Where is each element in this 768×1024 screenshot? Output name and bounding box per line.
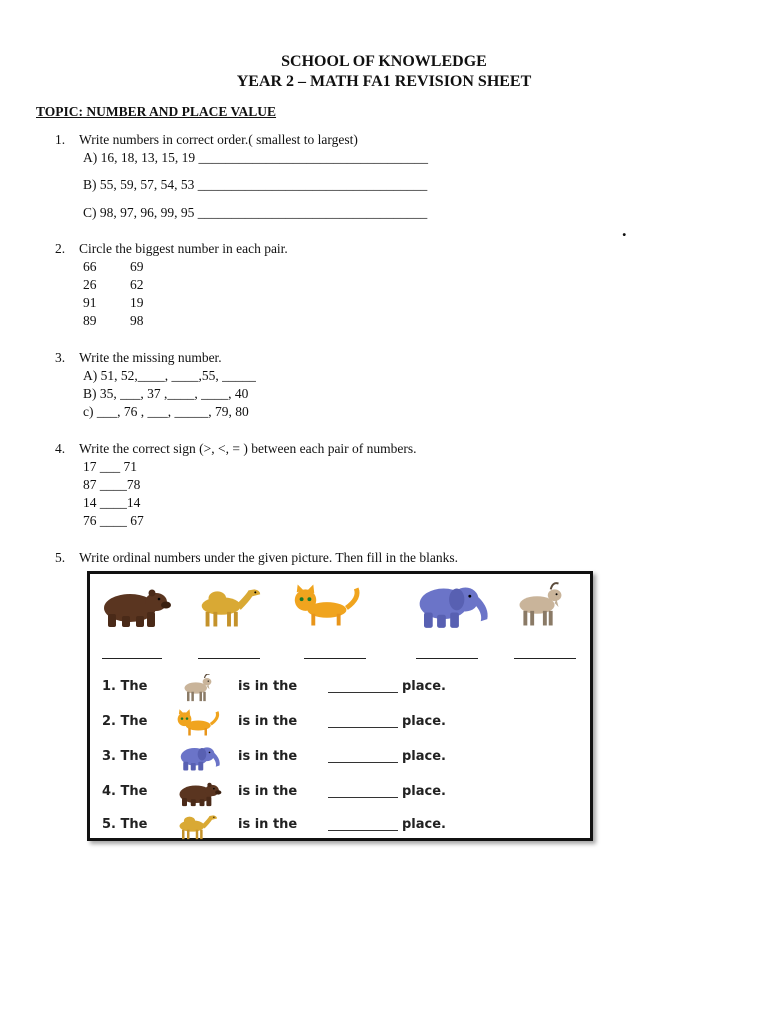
pair-second: 69 xyxy=(130,259,144,274)
sequence-line: A) 51, 52,____, ____,55, _____ xyxy=(83,368,256,383)
question-number: 2. xyxy=(55,241,66,256)
number-pair xyxy=(83,313,144,329)
row-lead: 1. The xyxy=(102,679,148,694)
answer-blank xyxy=(328,797,398,798)
elephant-icon xyxy=(402,582,494,630)
row-end: place. xyxy=(402,749,446,764)
question-number: 1. xyxy=(55,132,66,147)
answer-line: B) 55, 59, 57, 54, 53 __________________________________ xyxy=(83,177,428,192)
row-mid: is in the xyxy=(238,784,298,799)
row-end: place. xyxy=(402,784,446,799)
question-number: 4. xyxy=(55,441,66,456)
answer-blank xyxy=(328,762,398,763)
row-end: place. xyxy=(402,817,446,832)
fill-row xyxy=(102,779,582,805)
goat-icon xyxy=(500,582,578,628)
cat-icon xyxy=(286,584,364,628)
cat-icon xyxy=(172,709,222,737)
row-lead: 4. The xyxy=(102,784,148,799)
answer-blank xyxy=(328,692,398,693)
row-end: place. xyxy=(402,714,446,729)
goat-icon xyxy=(172,674,222,702)
row-lead: 3. The xyxy=(102,749,148,764)
fill-row xyxy=(102,709,582,735)
ordinal-blank xyxy=(198,658,260,659)
number-pair xyxy=(83,277,144,293)
pair-first: 26 xyxy=(83,277,97,292)
elephant-icon xyxy=(172,744,222,772)
topic-heading: TOPIC: NUMBER AND PLACE VALUE xyxy=(36,104,277,119)
question-number: 5. xyxy=(55,550,66,565)
question-text: Write numbers in correct order.( smallest to largest) xyxy=(79,132,358,147)
ordinal-blank xyxy=(304,658,366,659)
pair-second: 19 xyxy=(130,295,144,310)
row-lead: 2. The xyxy=(102,714,148,729)
bear-icon xyxy=(172,779,222,807)
question-text: Write the missing number. xyxy=(79,350,222,365)
question-number: 3. xyxy=(55,350,66,365)
stray-dot: . xyxy=(622,220,627,240)
school-title: SCHOOL OF KNOWLEDGE xyxy=(281,53,487,70)
question-text: Write the correct sign (>, <, = ) between each pair of numbers. xyxy=(79,441,417,456)
pair-first: 89 xyxy=(83,313,97,328)
row-lead: 5. The xyxy=(102,817,148,832)
row-mid: is in the xyxy=(238,679,298,694)
compare-line: 14 ____14 xyxy=(83,495,141,510)
number-pair xyxy=(83,259,144,275)
number-pair xyxy=(83,295,144,311)
fill-row xyxy=(102,812,582,838)
sheet-title: YEAR 2 – MATH FA1 REVISION SHEET xyxy=(236,73,532,90)
fill-row xyxy=(102,674,582,700)
answer-blank xyxy=(328,830,398,831)
question-text: Write ordinal numbers under the given picture. Then fill in the blanks. xyxy=(79,550,458,565)
row-mid: is in the xyxy=(238,714,298,729)
row-mid: is in the xyxy=(238,749,298,764)
pair-first: 91 xyxy=(83,295,97,310)
row-end: place. xyxy=(402,679,446,694)
compare-line: 76 ____ 67 xyxy=(83,513,144,528)
sequence-line: c) ___, 76 , ___, _____, 79, 80 xyxy=(83,404,249,419)
sequence-line: B) 35, ___, 37 ,____, ____, 40 xyxy=(83,386,249,401)
question-text: Circle the biggest number in each pair. xyxy=(79,241,288,256)
compare-line: 17 ___ 71 xyxy=(83,459,137,474)
fill-row xyxy=(102,744,582,770)
pair-second: 98 xyxy=(130,313,144,328)
camel-icon xyxy=(172,812,222,840)
animal-worksheet-panel xyxy=(87,571,593,841)
row-mid: is in the xyxy=(238,817,298,832)
answer-blank xyxy=(328,727,398,728)
ordinal-blank xyxy=(416,658,478,659)
answer-line: A) 16, 18, 13, 15, 19 __________________________________ xyxy=(83,150,428,165)
ordinal-blank xyxy=(514,658,576,659)
pair-first: 66 xyxy=(83,259,97,274)
compare-line: 87 ____78 xyxy=(83,477,141,492)
ordinal-blank xyxy=(102,658,162,659)
bear-icon xyxy=(92,584,172,628)
pair-second: 62 xyxy=(130,277,144,292)
camel-icon xyxy=(190,584,268,628)
answer-line: C) 98, 97, 96, 99, 95 __________________________________ xyxy=(83,205,428,220)
